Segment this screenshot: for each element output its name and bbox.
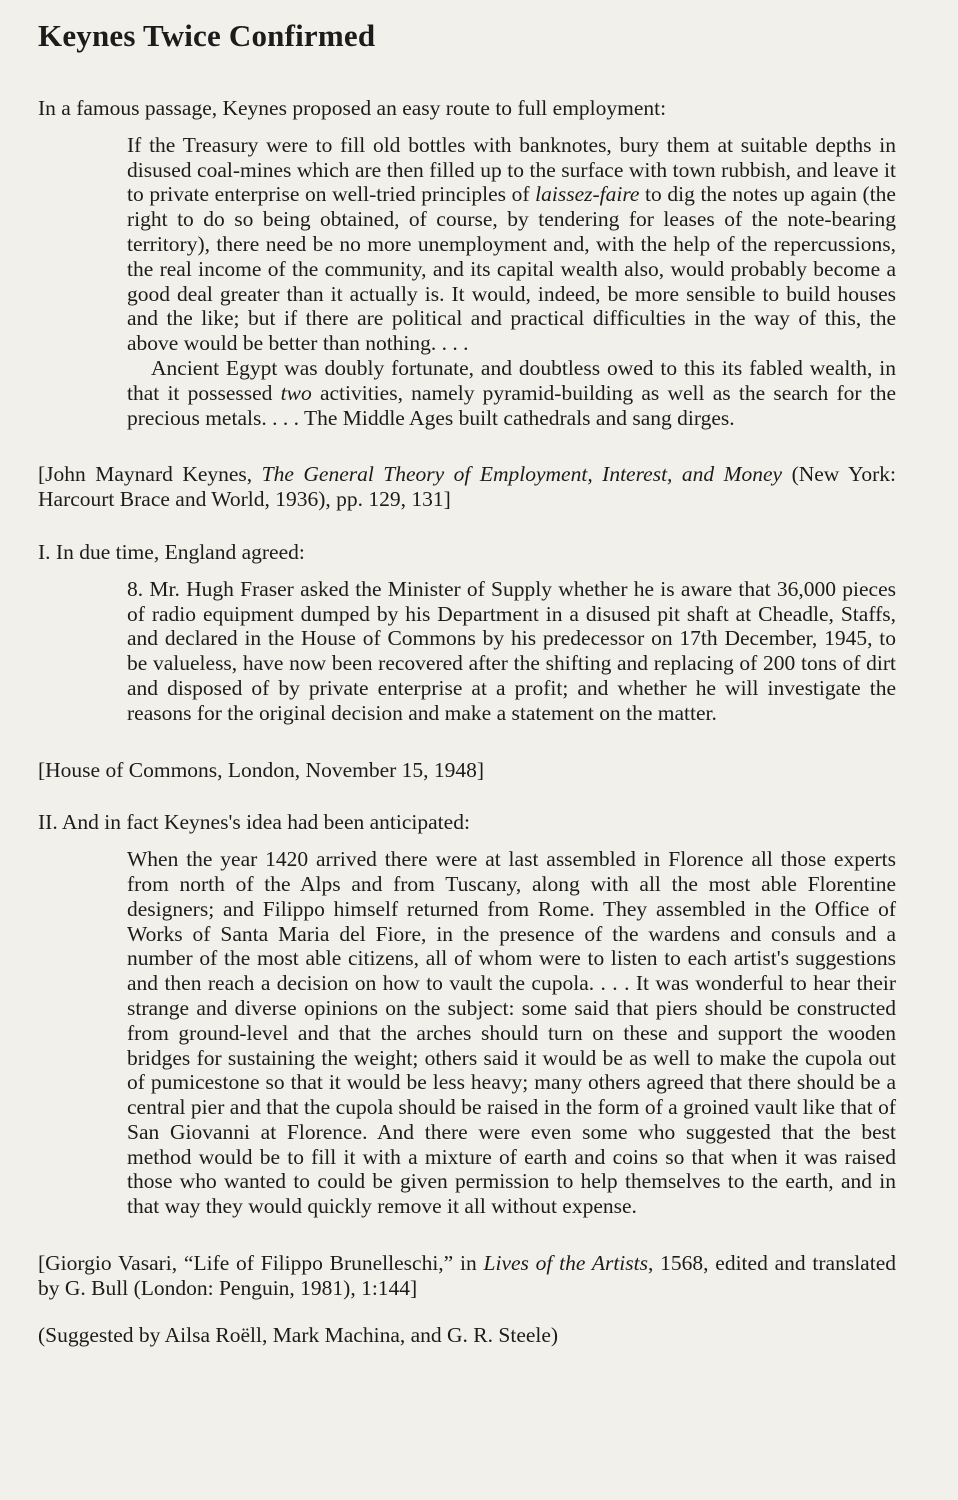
commons-block-quote [127,577,896,726]
commons-quote-paragraph: 8. Mr. Hugh Fraser asked the Minister of Supply whether he is aware that 36,000 pieces of radio equipment dumped by his Department in a disused pit shaft at Cheadle, Staffs, and declared in the House of Commons by his predecessor on 17th December, 1945, to be valueless, have now been recovered after the shifting and replacing of 200 tons of dirt and disposed of by private enterprise at a profit; and whether he will investigate the reasons for the original decision and make a statement on the matter. [127,576,896,725]
keynes-block-quote [127,133,896,431]
page-title: Keynes Twice Confirmed [38,18,376,53]
keynes-quote-paragraph-2: Ancient Egypt was doubly fortunate, and doubtless owed to this its fabled wealth, in that it possessed two activities, namely pyramid-building as well as the search for the precious metals. . . . The Middle Ages built cathedrals and sang dirges. [127,355,896,430]
section-heading-2: II. And in fact Keynes's idea had been anticipated: [38,810,470,835]
keynes-quote-paragraph-1: If the Treasury were to fill old bottles with banknotes, bury them at suitable depths in disused coal-mines which are then filled up to the surface with town rubbish, and leave it to private enterprise on well-tried principles of laissez-faire to dig the notes up again (the right to do so being obtained, of course, by tendering for leases of the note-bearing territory), there need be no more unemployment and, with the help of the repercussions, the real income of the community, and its capital wealth also, would probably become a good deal greater than it actually is. It would, indeed, be more sensible to build houses and the like; but if there are political and practical difficulties in the way of this, the above would be better than nothing. . . . [127,132,896,356]
section-heading-1: I. In due time, England agreed: [38,539,305,564]
vasari-citation: [Giorgio Vasari, “Life of Filippo Brunelleschi,” in Lives of the Artists, 1568, edited and translated by G. Bull (London: Penguin, 1981), 1:144] [38,1251,896,1300]
keynes-citation: [John Maynard Keynes, The General Theory of Employment, Interest, and Money (New York: Harcourt Brace and World, 1936), pp. 129, 131] [38,462,897,512]
commons-citation: [House of Commons, London, November 15, 1948] [38,757,485,782]
suggested-by-credit: (Suggested by Ailsa Roëll, Mark Machina, and G. R. Steele) [38,1322,559,1347]
vasari-block-quote [127,847,896,1219]
intro-paragraph: In a famous passage, Keynes proposed an easy route to full employment: [38,96,667,120]
vasari-quote-paragraph: When the year 1420 arrived there were at last assembled in Florence all those experts from north of the Alps and from Tuscany, along with all the most able Florentine designers; and Filippo himself returned from Rome. They assembled in the Office of Works of Santa Maria del Fiore, in the presence of the wardens and consuls and a number of the most able citizens, all of whom were to listen to each artist's suggestions and then reach a decision on how to vault the cupola. . . . It was wonderful to hear their strange and diverse opinions on the subject: some said that piers should be constructed from ground-level and that the arches should turn on these and support the wooden bridges for sustaining the weight; others said it would be as well to make the cupola out of pumicestone so that it would be less heavy; many others agreed that there should be a central pier and that the cupola should be raised in the form of a groined vault like that of San Giovanni at Florence. And there were even some who suggested that the best method would be to fill it with a mixture of earth and coins so that when it was raised those who wanted to could be given permission to help themselves to the earth, and in that way they would quickly remove it all without expense. [127,847,896,1219]
